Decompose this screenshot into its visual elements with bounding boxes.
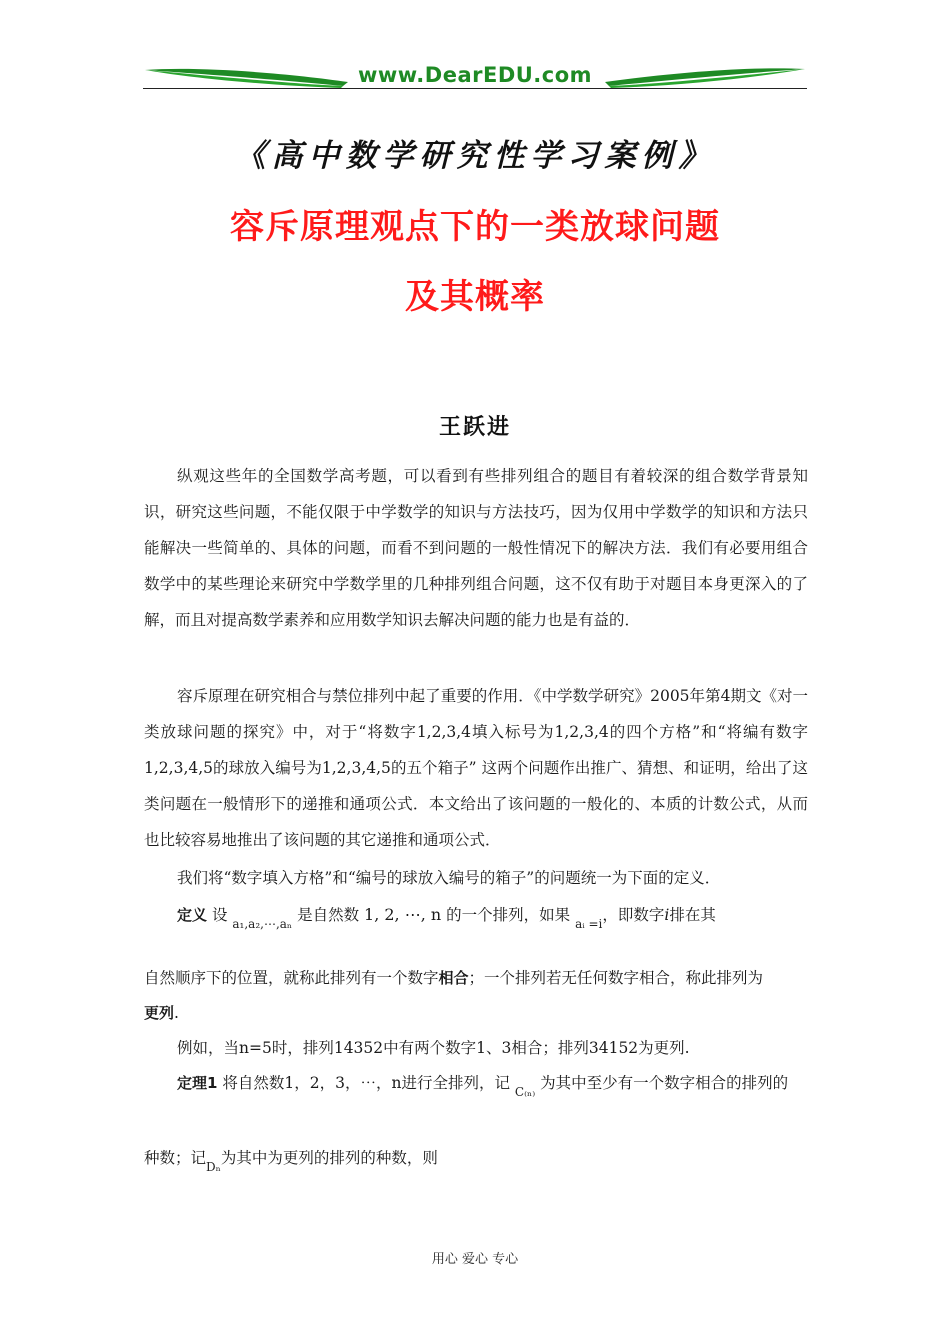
d-n-symbol: Dₙ (206, 1160, 221, 1174)
term-match: 相合 (438, 969, 469, 987)
theorem-label: 定理1 (177, 1074, 218, 1092)
series-title: 《高中数学研究性学习案例》 (234, 138, 716, 174)
theorem-text: 为其中至少有一个数字相合的排列的 (540, 1074, 789, 1092)
definition-text: 设 (211, 906, 228, 924)
definition-label: 定义 (177, 906, 208, 924)
paragraph-text: 容斥原理在研究相合与禁位排列中起了重要的作用．《中学数学研究》2005年第4期文《对一类放球问题的探究》中，对于“将数字1,2,3,4填入标号为1,2,3,4的四个方格”和“将编有数字1,2,3,4,5的球放入编号为1,2,3,4,5的五个箱子” 这两个问题作出推广、猜想、和证明，给出了这类问题在一般情形下的递推和通项公式．本文给出了该问题的一般化的、本质的计数公式，从而也比较容易地推出了该问题的其它递推和通项公式． (144, 687, 808, 849)
natural-numbers-expression: 1, 2, ⋯, n (364, 905, 442, 924)
definition-line1 (144, 900, 841, 930)
definition-text: 自然顺序下的位置，就称此排列有一个数字 (144, 969, 439, 987)
paragraph-unify (144, 860, 808, 896)
definition-text: ；一个排列若无任何数字相合，称此排列为 (468, 969, 764, 987)
definition-text: . (174, 1004, 179, 1022)
theorem-text: 将自然数1，2，3，⋯，n进行全排列，记 (222, 1074, 510, 1092)
theorem-line1 (144, 1068, 841, 1098)
article-title-line2: 及其概率 (405, 277, 545, 317)
paragraph-background (144, 678, 808, 858)
definition-text: 的一个排列，如果 (446, 906, 571, 924)
definition-text: 是自然数 (297, 906, 360, 924)
article-title-line1: 容斥原理观点下的一类放球问题 (230, 207, 720, 247)
term-derangement: 更列 (144, 1004, 175, 1022)
definition-text: ，即数字 (602, 906, 665, 924)
definition-line3 (144, 998, 808, 1028)
definition-line2 (144, 963, 808, 993)
variable-i: i (664, 906, 670, 924)
site-url[interactable]: www.DearEDU.com (357, 63, 593, 87)
paragraph-text: 我们将“数字填入方格”和“编号的球放入编号的箱子”的问题统一为下面的定义． (177, 869, 721, 887)
header-divider (143, 88, 807, 89)
author-name: 王跃进 (438, 414, 511, 440)
theorem-text: 为其中为更列的排列的种数，则 (220, 1149, 438, 1167)
paragraph-intro (144, 458, 808, 638)
theorem-line2 (144, 1143, 808, 1173)
match-condition-expression: aᵢ =i (575, 917, 603, 931)
definition-text: 排在其 (669, 906, 716, 924)
theorem-text: 种数；记 (144, 1149, 207, 1167)
paragraph-text: 纵观这些年的全国数学高考题，可以看到有些排列组合的题目有着较深的组合数学背景知识，研究这些问题，不能仅限于中学数学的知识与方法技巧，因为仅用中学数学的知识和方法只能解决一些简单的、具体的问题，而看不到问题的一般性情况下的解决方法．我们有必要用组合数学中的某些理论来研究中学数学里的几种排列组合问题，这不仅有助于对题目本身更深入的了解，而且对提高数学素养和应用数学知识去解决问题的能力也是有益的． (144, 467, 808, 629)
sequence-expression: a₁,a₂,⋯,aₙ (232, 917, 293, 931)
example-line: 例如，当n=5时，排列14352中有两个数字1、3相合；排列34152为更列. (177, 1039, 690, 1057)
c-n-symbol: C₍ₙ₎ (514, 1085, 536, 1099)
page-footer: 用心 爱心 专心 (431, 1252, 519, 1267)
